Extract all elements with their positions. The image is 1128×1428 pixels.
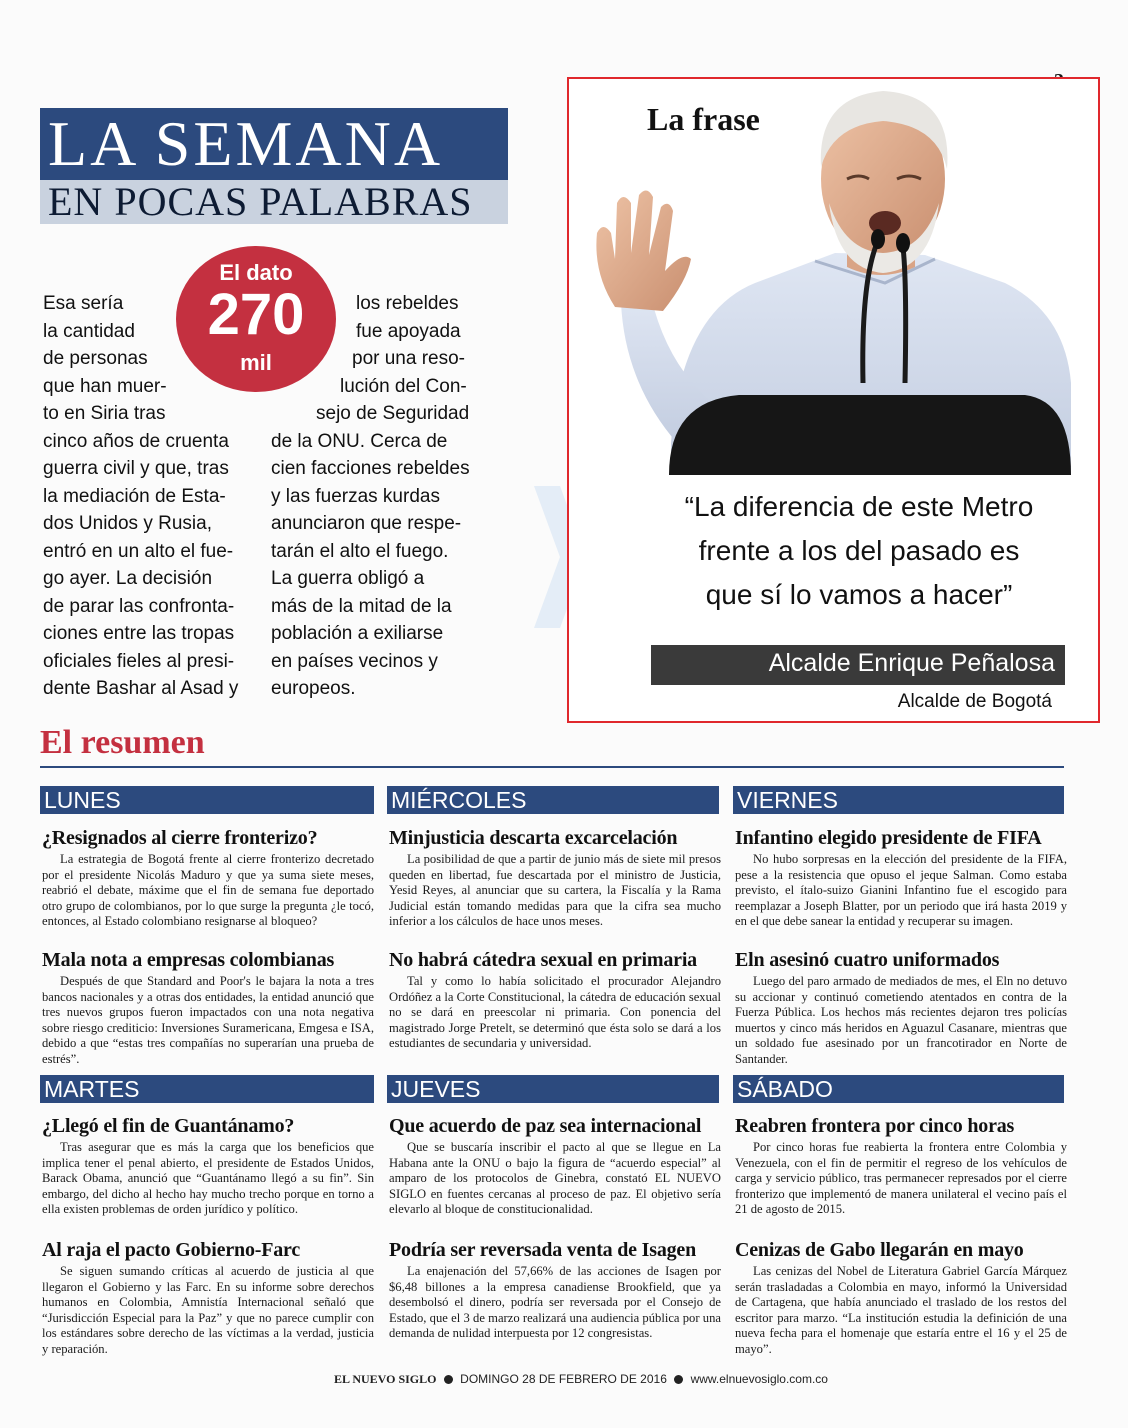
dato-text-line: guerra civil y que, tras [43,458,229,479]
article-headline: Infantino elegido presidente de FIFA [735,827,1042,849]
frase-title: La frase [647,101,760,137]
article-headline: Eln asesinó cuatro uniformados [735,949,1000,971]
article [735,1114,1067,1218]
article-body: No hubo sorpresas en la elección del presidente de la FIFA, pese a la resistencia que opuso el jeque Salman. Como estaba previsto, el ítalo-suizo Gianini Infantino fue el escogido para reemplazar a Joseph Blatter, por un periodo que irá hasta 2019 y en el que debe sanear la entidad y recuperar su imagen. [735,852,1067,929]
dato-text-line: de parar las confronta- [43,595,235,617]
masthead-title-band [40,108,508,180]
frase-box [567,77,1100,723]
frase-quote [629,485,1089,617]
article [389,826,721,930]
article-headline: Cenizas de Gabo llegarán en mayo [735,1239,1024,1261]
dato-text-line: fue apoyada [356,320,461,342]
article-body: Las cenizas del Nobel de Literatura Gabriel García Márquez serán trasladadas a Colombia en mayo, informó la Universidad de Cartagena, que había anunciado el traslado de los restos del escritor para marzo. “La institución estudia la definición de una nueva fecha para el homenaje que estaría entre el 16 y el 25 de mayo”. [735,1264,1067,1356]
article-headline: Mala nota a empresas colombianas [42,949,335,971]
dato-text-line: población a exiliarse [271,623,444,644]
dato-text-line: sejo de Seguridad [316,403,470,424]
day-bar-lunes: LUNES [40,786,374,814]
dato-text-line: los rebeldes [356,293,459,314]
speaker-role: Alcalde de Bogotá [897,691,1052,712]
article [389,1238,721,1342]
resumen-divider [40,766,1064,768]
footer-brand: EL NUEVO SIGLO [334,1372,437,1386]
resumen-title: El resumen [40,724,205,761]
dato-label: El dato [219,260,293,285]
dato-text-line: que han muer- [43,375,167,397]
article [735,1238,1067,1358]
day-bar-miercoles: MIÉRCOLES [387,786,719,814]
article [42,826,374,930]
article-body: Después de que Standard and Poor's le bajara la nota a tres bancos nacionales y a otras dos entidades, la entidad anunció que tres nuevos grupos fueron impactados con una nota negativa sobre riesgo crediticio: Inversiones Suramericana, Emgesa e ISA, debido a que “estas tres compañías no superarían una prueba de estrés”. [42,974,374,1066]
article-headline: Reabren frontera por cinco horas [735,1115,1015,1137]
dato-text-line: en países vecinos y [271,650,438,672]
article [389,948,721,1052]
article [42,948,374,1068]
article-headline: Al raja el pacto Gobierno-Farc [42,1239,301,1261]
dato-circle [176,246,336,392]
article-body: Por cinco horas fue reabierta la frontera entre Colombia y Venezuela, con el fin de permitir el regreso de los vehículos de carga y servicio público, tras permanecer represados por el cierre fronterizo que implementó de manera unilateral el vecino país el 21 de agosto de 2015. [735,1140,1067,1217]
dato-text-line: por una reso- [352,348,466,369]
dato-unit: mil [240,350,272,375]
dato-text-line: to en Siria tras [43,403,166,424]
day-bar-sabado: SÁBADO [733,1075,1064,1103]
dato-text-line: tarán el alto el fuego. [271,540,449,562]
dato-text-line: La guerra obligó a [271,568,425,589]
dato-text-line: lución del Con- [340,375,467,397]
speaker-photo [585,83,1071,475]
article [42,1114,374,1218]
dato-text-line: más de la mitad de la [271,595,452,617]
dato-text-line: anunciaron que respe- [271,513,462,534]
day-bar-jueves: JUEVES [387,1075,719,1103]
article-body: Que se buscaría inscribir el pacto al que se llegue en La Habana ante la ONU o bajo la figura de “acuerdo especial” al amparo de los protocolos de Ginebra, constató EL NUEVO SIGLO en fuentes cercanas al proceso de paz. El objetivo sería elevarlo al bloque de constitucionalidad. [389,1140,721,1217]
dato-text-line: la mediación de Esta- [43,485,226,507]
article [42,1238,374,1358]
dato-text-line: dos Unidos y Rusia, [43,513,212,534]
masthead-title: LA SEMANA [48,108,444,179]
masthead-subtitle-band [40,180,508,224]
article-body: Tras asegurar que es más la carga que los beneficios que implica tener el penal abierto, el presidente de Estados Unidos, Barack Obama, anunció que “Guantánamo llegó a su fin”. Sin embargo, del dicho al hecho hay mucho trecho porque en torno a ella existen problemas de orden jurídico y político. [42,1140,374,1217]
bullet-icon [444,1375,453,1384]
article-headline: ¿Llegó el fin de Guantánamo? [42,1115,295,1137]
article-headline: Minjusticia descarta excarcelación [389,827,678,849]
dato-text-line: cien facciones rebeldes [271,458,470,479]
dato-text-line: de la ONU. Cerca de [271,430,448,452]
dato-text-line: la cantidad [43,320,135,342]
bullet-icon [674,1375,683,1384]
dato-text-line: cinco años de cruenta [43,430,229,452]
article-body: La posibilidad de que a partir de junio más de siete mil presos queden en libertad, fue descartada por el ministro de Justicia, Yesid Reyes, al anunciar que su cartera, la Fiscalía y la Rama Judicial están tomando medidas para que la cifra sea mucho inferior a los cálculos de hace unos meses. [389,852,721,929]
article [735,948,1067,1068]
article-body: La estrategia de Bogotá frente al cierre fronterizo decretado por el presidente Nicolás Maduro y que ya suma siete meses, reabrió el debate, máxime que el fin de semana fue deportado otro grupo de colombianos, por lo que surge la pregunta ¿le tocó, entonces, al Estado colombiano resignarse al bloqueo? [42,852,374,929]
speaker-name: Alcalde Enrique Peñalosa [768,649,1055,677]
dato-text-line: oficiales fieles al presi- [43,650,235,672]
article [389,1114,721,1218]
dato-text-line: dente Bashar al Asad y [43,678,239,699]
footer-url: www.elnuevosiglo.com.co [690,1372,828,1386]
dato-text-line: Esa sería [43,293,124,314]
article [735,826,1067,930]
dato-text-line: ciones entre las tropas [43,623,235,644]
article-body: Se siguen sumando críticas al acuerdo de justicia al que llegaron el Gobierno y las Farc. En su informe sobre derechos humanos en Colombia, Amnistía Internacional señaló que “Jurisdicción Especial para la Paz” y que no parece cumplir con los estándares sobre derecho de las víctimas a la verdad, justicia y reparación. [42,1264,374,1356]
dato-text-line: go ayer. La decisión [43,568,213,589]
dato-text-line: de personas [43,348,148,369]
article-body: La enajenación del 57,66% de las acciones de Isagen por $6,48 billones a la empresa canadiense Brookfield, que ya desembolsó el dinero, podría ser reversada por el Consejo de Estado, que el 3 de marzo realizará una audiencia pública por una demanda de nulidad interpuesta por 12 congresistas. [389,1264,721,1341]
article-body: Tal y como lo había solicitado el procurador Alejandro Ordóñez a la Corte Constitucional, la cátedra de educación sexual no se dará en preescolar ni primaria. Con ponencia del magistrado Jorge Pretelt, se determinó que ésta solo se dará a los estudiantes de secundaria y universidad. [389,974,721,1051]
day-bar-martes: MARTES [40,1075,374,1103]
article-body: Luego del paro armado de mediados de mes, el Eln no detuvo su accionar y continuó cometiendo atentados en contra de la Fuerza Pública. Los hechos más recientes dejaron tres policías muertos y cinco más heridos en Aguazul Casanare, mientras que un soldado fue asesinado por un francotirador en Norte de Santander. [735,974,1067,1066]
footer [334,1372,828,1387]
footer-date: DOMINGO 28 DE FEBRERO DE 2016 [460,1372,667,1386]
quote-line: “La diferencia de este Metro [684,491,1034,522]
article-headline: No habrá cátedra sexual en primaria [389,949,697,971]
dato-text-line: entró en un alto el fue- [43,540,234,562]
speaker-bar [651,645,1065,685]
article-headline: Podría ser reversada venta de Isagen [389,1239,697,1261]
article-headline: Que acuerdo de paz sea internacional [389,1115,702,1137]
dato-text-line: y las fuerzas kurdas [271,485,440,507]
masthead-subtitle: EN POCAS PALABRAS [48,179,473,224]
quote-line: frente a los del pasado es [698,535,1020,566]
quote-line: que sí lo vamos a hacer” [705,579,1013,610]
day-bar-viernes: VIERNES [733,786,1064,814]
article-headline: ¿Resignados al cierre fronterizo? [42,827,318,849]
dato-text-line: europeos. [271,678,356,699]
dato-number: 270 [207,282,305,347]
